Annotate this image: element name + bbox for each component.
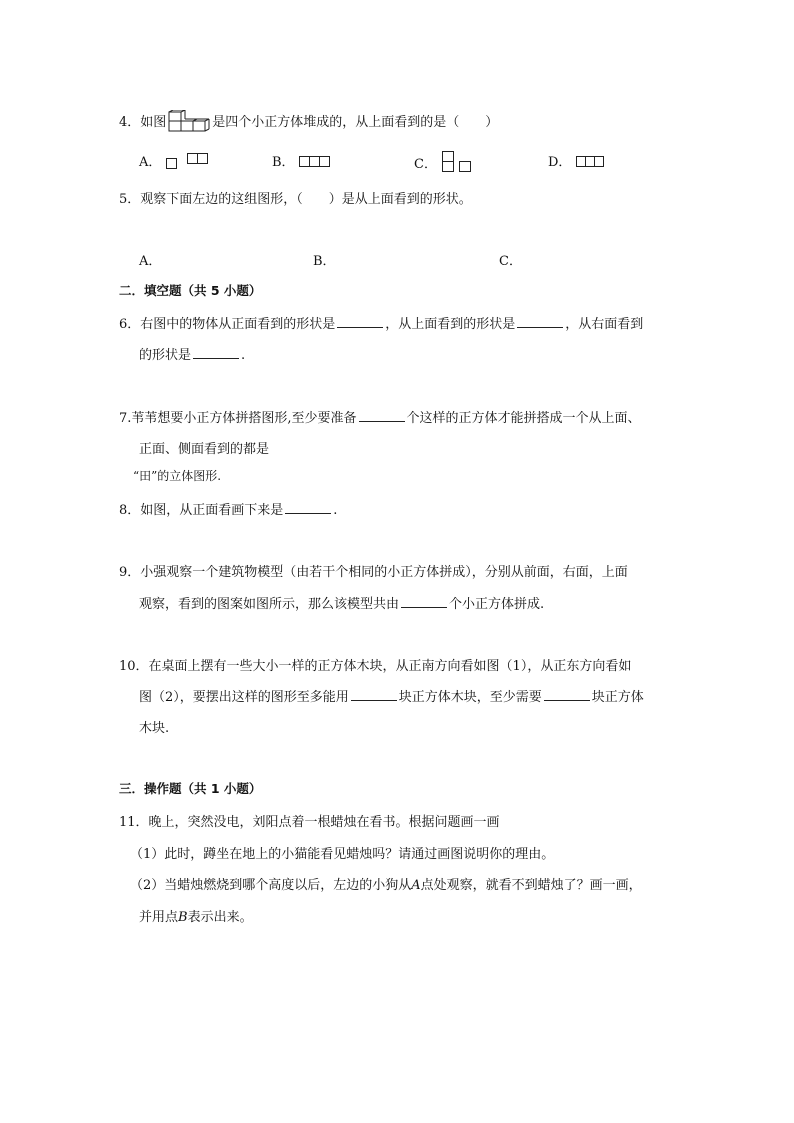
q11-line1: 11．晚上，突然没电，刘阳点着一根蜡烛在看书。根据问题画一画 — [119, 815, 500, 830]
q7-line2: 正面、侧面看到的都是 — [139, 442, 270, 457]
q5-text: 5．观察下面左边的这组图形，（ ）是从上面看到的形状。 — [119, 192, 472, 207]
q4-stack-figure — [167, 110, 211, 136]
q4-number: 4． — [119, 115, 141, 130]
q11-line2: （1）此时，蹲坐在地上的小猫能看见蜡烛吗？请通过画图说明你的理由。 — [130, 847, 555, 862]
answer-blank[interactable] — [285, 503, 331, 514]
q4-option-a[interactable]: A． — [139, 151, 208, 170]
q4-option-d[interactable]: D． — [548, 151, 604, 170]
answer-blank[interactable] — [351, 690, 397, 701]
answer-blank[interactable] — [359, 411, 405, 422]
section-title-fill-in: 二．填空题（共 5 小题） — [119, 283, 262, 298]
section-title-operation: 三．操作题（共 1 小题） — [119, 781, 262, 796]
point-b-label: B — [178, 910, 188, 925]
answer-blank[interactable] — [193, 348, 239, 359]
shape-three-squares — [576, 156, 604, 167]
q10-line3: 木块. — [139, 721, 170, 736]
q9-line1: 9．小强观察一个建筑物模型（由若干个相同的小正方体拼成），分别从前面，右面，上面 — [119, 565, 628, 580]
q5-option-a[interactable]: A． — [139, 254, 162, 269]
shape-single-square — [166, 158, 177, 169]
q10-line1: 10．在桌面上摆有一些大小一样的正方体木块，从正南方向看如图（1），从正东方向看如 — [119, 659, 632, 674]
shape-stacked-squares — [441, 151, 473, 177]
q10-line2: 图（2），要摆出这样的图形至多能用 块正方体木块，至少需要 块正方体 — [139, 690, 644, 705]
q5-option-c[interactable]: C． — [499, 254, 522, 269]
q4-prefix: 如图 — [140, 115, 167, 130]
answer-blank[interactable] — [401, 597, 447, 608]
q6-line2: 的形状是 . — [139, 348, 246, 363]
q4-option-c[interactable]: C． — [414, 151, 473, 177]
shape-two-squares — [187, 153, 208, 164]
q11-line4: 并用点B表示出来。 — [139, 910, 253, 925]
q9-line2: 观察，看到的图案如图所示，那么该模型共由 个小正方体拼成. — [139, 597, 545, 612]
shape-three-squares — [299, 156, 330, 167]
q4-option-b[interactable]: B． — [272, 151, 330, 170]
point-a-label: A — [411, 878, 421, 893]
q5-option-b[interactable]: B． — [313, 254, 336, 269]
q4-suffix: 是四个小正方体堆成的，从上面看到的是（ ） — [212, 115, 499, 130]
answer-blank[interactable] — [544, 690, 590, 701]
answer-blank[interactable] — [517, 317, 563, 328]
q4-line — [119, 110, 498, 136]
q7-line1: 7.苇苇想要小正方体拼搭图形,至少要准备 个这样的正方体才能拼搭成一个从上面、 — [119, 411, 641, 426]
q6-line1: 6．右图中的物体从正面看到的形状是 ，从上面看到的形状是 ，从右面看到 — [119, 317, 644, 332]
answer-blank[interactable] — [337, 317, 383, 328]
q7-line3: “田”的立体图形. — [133, 469, 222, 483]
q8-line: 8．如图，从正面看画下来是 . — [119, 503, 338, 518]
q11-line3: （2）当蜡烛燃烧到哪个高度以后，左边的小狗从A点处观察，就看不到蜡烛了？画一画， — [130, 878, 642, 893]
